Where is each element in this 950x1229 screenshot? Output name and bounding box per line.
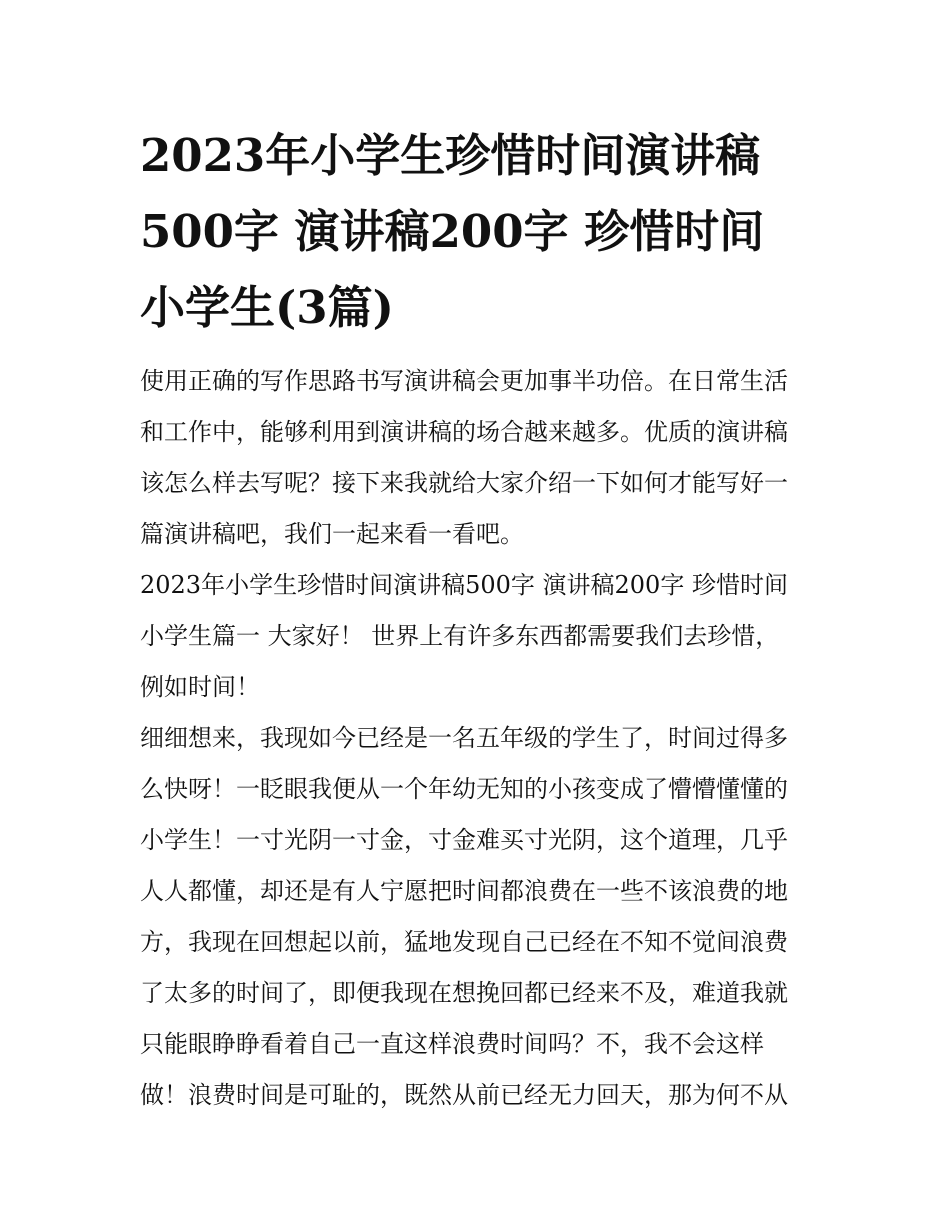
title-line: 小学生(3篇) [140,281,394,334]
title-line: 500字 演讲稿200字 珍惜时间 [140,205,765,258]
body-line: 了太多的时间了，即便我现在想挽回都已经来不及，难道我就 [140,979,788,1007]
body-line: 例如时间！ [140,673,260,701]
body-line: 做！浪费时间是可耻的，既然从前已经无力回天，那为何不从 [140,1081,788,1109]
body-line: 使用正确的写作思路书写演讲稿会更加事半功倍。在日常生活 [140,367,788,395]
body-line: 方，我现在回想起以前，猛地发现自己已经在不知不觉间浪费 [140,928,788,956]
body-line: 人人都懂，却还是有人宁愿把时间都浪费在一些不该浪费的地 [140,877,788,905]
body-line: 和工作中，能够利用到演讲稿的场合越来越多。优质的演讲稿 [140,418,788,446]
body-line: 细细想来，我现如今已经是一名五年级的学生了，时间过得多 [140,724,788,752]
body-line: 篇演讲稿吧，我们一起来看一看吧。 [140,520,524,548]
body-line: 该怎么样去写呢？接下来我就给大家介绍一下如何才能写好一 [140,469,788,497]
body-line: 小学生！一寸光阴一寸金，寸金难买寸光阴，这个道理，几乎 [140,826,788,854]
document-title [140,118,812,346]
body-line: 2023年小学生珍惜时间演讲稿500字 演讲稿200字 珍惜时间 [140,571,788,599]
body-line: 么快呀！一眨眼我便从一个年幼无知的小孩变成了懵懵懂懂的 [140,775,788,803]
title-line: 2023年小学生珍惜时间演讲稿 [140,129,761,182]
document-body [140,356,812,1121]
body-line: 小学生篇一 大家好！ 世界上有许多东西都需要我们去珍惜， [140,622,780,650]
document-page [140,118,812,1121]
body-line: 只能眼睁睁看着自己一直这样浪费时间吗？不，我不会这样 [140,1030,764,1058]
